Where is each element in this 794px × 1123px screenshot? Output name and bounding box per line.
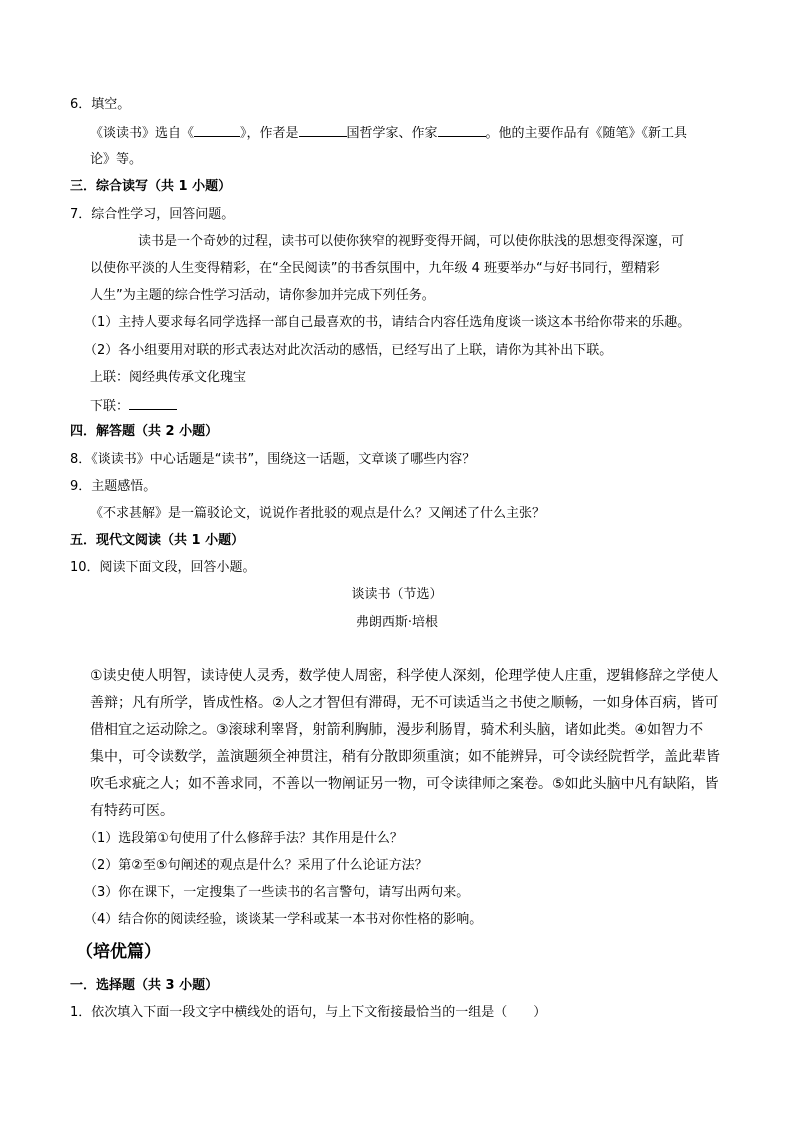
part-heading: （培优篇） [76,942,161,962]
q6-line2: 论》等。 [90,152,143,167]
fill-blank[interactable] [438,123,486,137]
upper-couplet: 上联：阅经典传承文化瑰宝 [90,370,247,385]
passage-line: 借相宜之运动除之。③滚球利睾肾，射箭利胸肺，漫步利肠胃，骑术利头脑，诸如此类。④如智力不 [90,722,704,738]
section-heading: 三．综合读写（共 1 小题） [70,179,232,194]
q7-number: 7．综合性学习，回答问题。 [70,207,235,222]
q7-paragraph-line: 读书是一个奇妙的过程，读书可以使你狭窄的视野变得开阔，可以使你肤浅的思想变得深邃，可 [138,234,685,249]
passage-line: 集中，可令读数学，盖演题须全神贯注，稍有分散即须重演；如不能辨异，可令读经院哲学，盖此辈皆 [90,749,720,765]
q6-line1 [90,123,687,143]
fill-blank[interactable] [299,123,347,137]
q10-number: 10．阅读下面文段，回答小题。 [70,560,256,575]
q9-number: 9．主题感悟。 [70,479,157,494]
section-heading: 一．选择题（共 3 小题） [70,978,219,993]
q8-text: 8．《谈读书》中心话题是“读书”，围绕这一话题，文章谈了哪些内容？ [70,452,476,467]
q7-subquestion: （1）主持人要求每名同学选择一部自己最喜欢的书，请结合内容任选角度谈一谈这本书给你带来的乐趣。 [84,315,691,330]
q6-text-b: 》，作者是 [240,126,299,141]
q6-text-a: 《谈读书》选自《 [90,126,195,141]
q1-text: 1．依次填入下面一段文字中横线处的语句，与上下文衔接最恰当的一组是（ ） [70,1005,547,1020]
passage-title: 谈读书（节选） [351,587,443,602]
section-heading: 四．解答题（共 2 小题） [70,424,219,439]
passage-line: 善辩；凡有所学，皆成性格。②人之才智但有滞碍，无不可读适当之书使之顺畅，一如身体百病，皆可 [90,695,719,711]
q7-subquestion: （2）各小组要用对联的形式表达对此次活动的感悟，已经写出了上联，请你为其补出下联。 [84,343,613,358]
q6-text-c: 国哲学家、作家 [346,126,438,141]
passage-author: 弗朗西斯·培根 [355,615,439,630]
fill-blank[interactable] [129,396,177,410]
passage-line: 有特药可医。 [90,803,174,819]
q10-subquestion: （1）选段第①句使用了什么修辞手法？其作用是什么？ [84,831,403,846]
q7-paragraph-line: 人生”为主题的综合性学习活动，请你参加并完成下列任务。 [90,288,435,303]
q10-subquestion: （2）第②至⑤句阐述的观点是什么？采用了什么论证方法？ [84,858,428,873]
q10-subquestion: （3）你在课下，一定搜集了一些读书的名言警句，请写出两句来。 [84,885,470,900]
section-heading: 五．现代文阅读（共 1 小题） [70,533,245,548]
fill-blank[interactable] [194,123,240,137]
q9-text: 《不求甚解》是一篇驳论文，说说作者批驳的观点是什么？又阐述了什么主张？ [90,506,546,521]
q7-paragraph-line: 以使你平淡的人生变得精彩，在“全民阅读”的书香氛围中，九年级 4 班要举办“与好书同行，塑精彩 [90,261,660,276]
lower-couplet-label: 下联： [90,399,130,414]
q10-subquestion: （4）结合你的阅读经验，谈谈某一学科或某一本书对你性格的影响。 [84,912,483,927]
q6-text-d: 。他的主要作品有《随笔》《新工具 [485,126,688,141]
q6-number: 6．填空。 [70,97,131,112]
lower-couplet [90,396,177,416]
passage-line: ①读史使人明智，读诗使人灵秀，数学使人周密，科学使人深刻，伦理学使人庄重，逻辑修辞之学使人 [90,668,719,684]
passage-line: 吹毛求疵之人；如不善求同，不善以一物阐证另一物，可令读律师之案卷。⑤如此头脑中凡有缺陷，皆 [90,776,719,792]
